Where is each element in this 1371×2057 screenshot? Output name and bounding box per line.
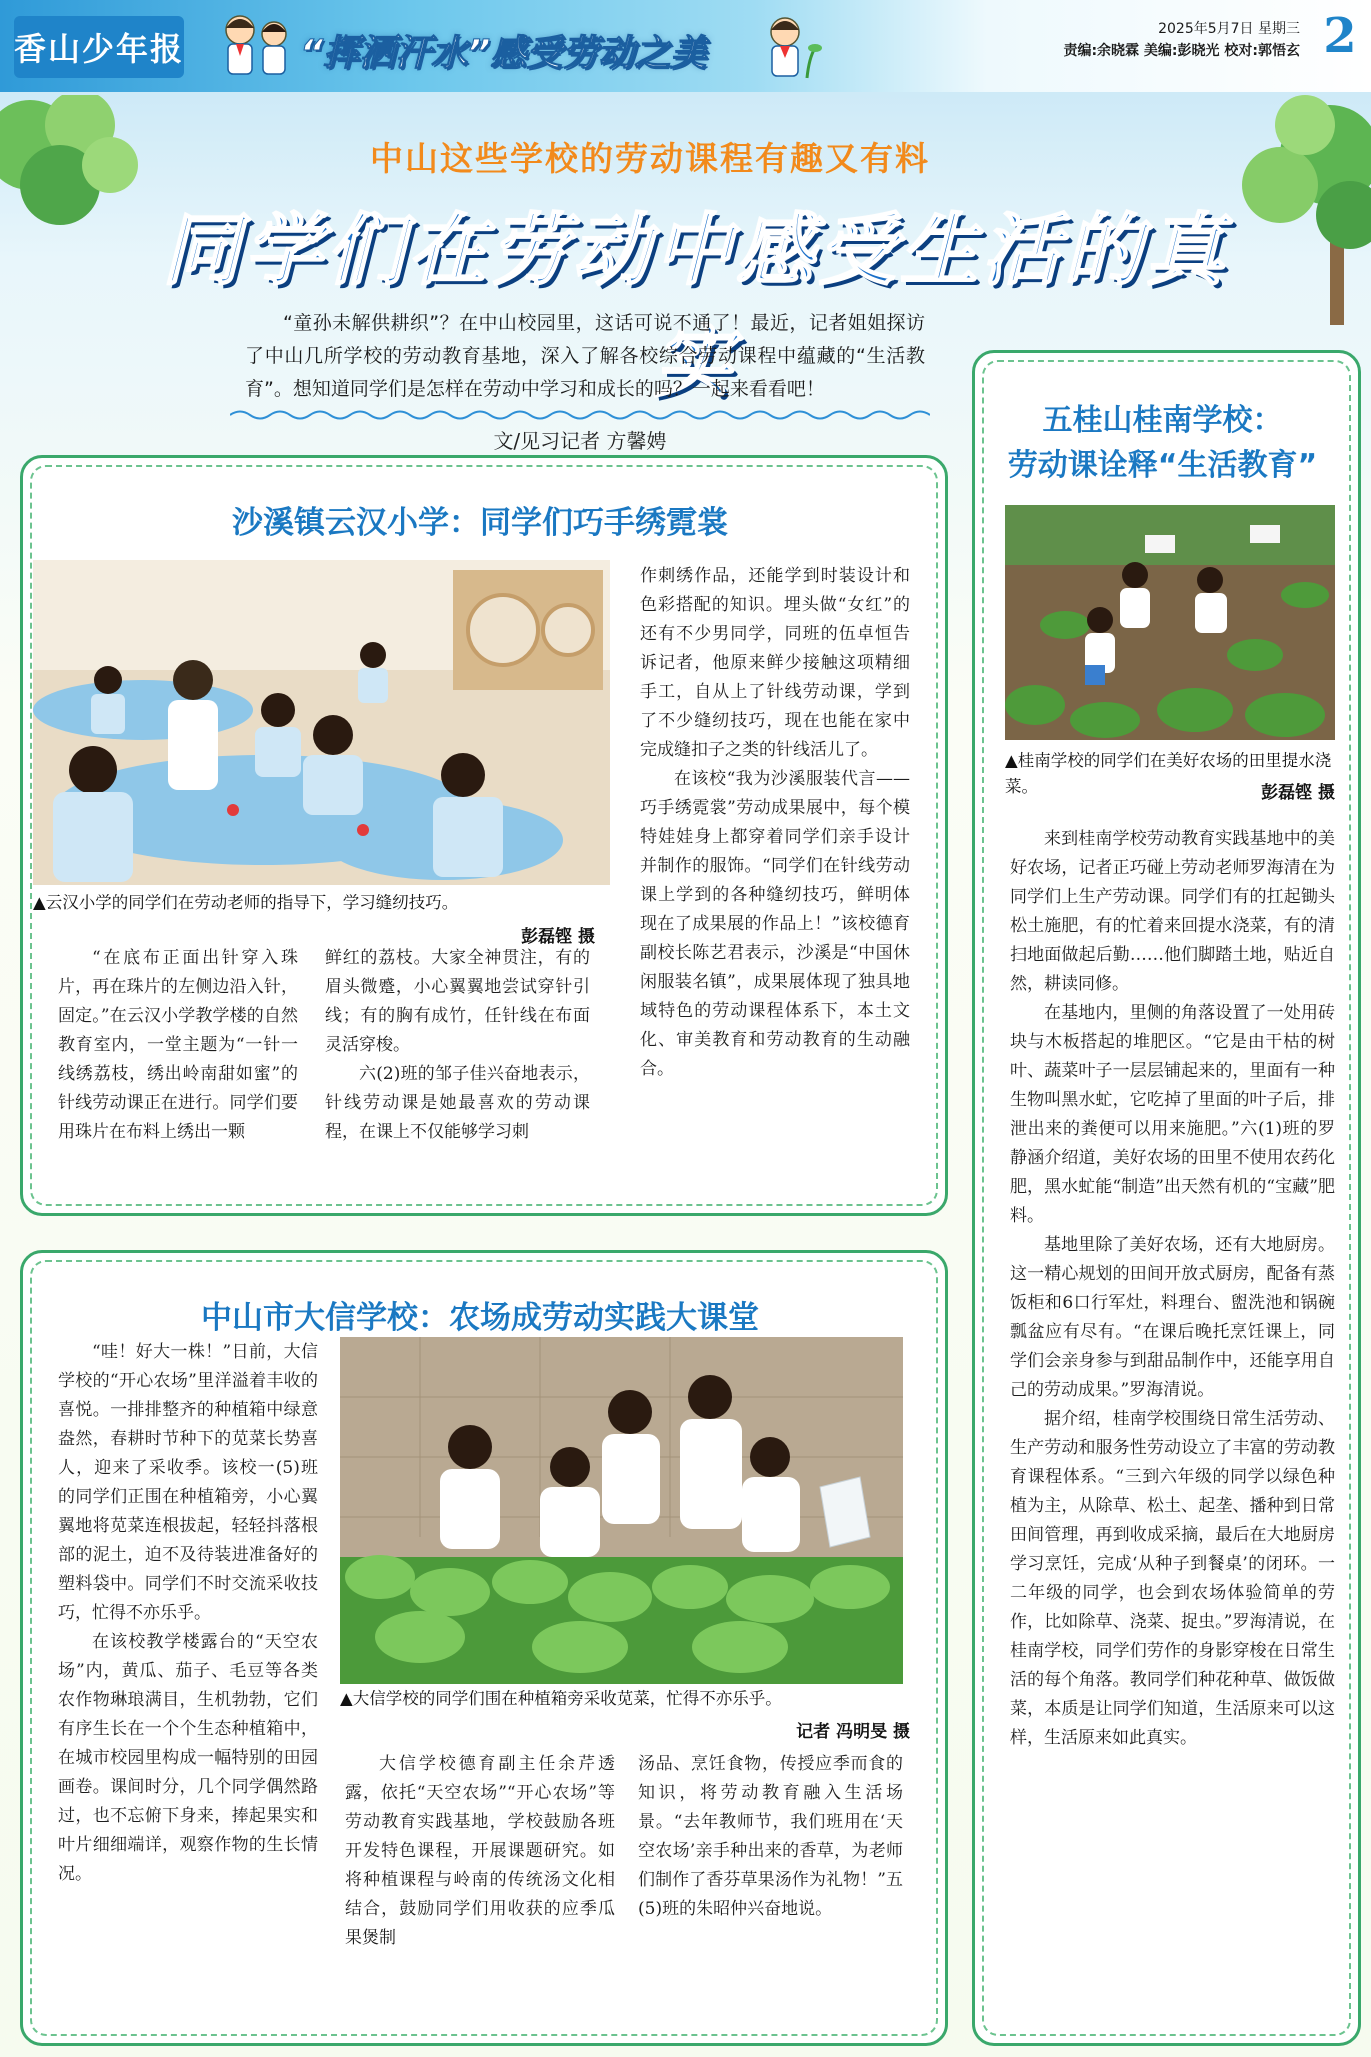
headline-kicker: 中山这些学校的劳动课程有趣又有料 xyxy=(370,139,930,178)
photo-field-credit: 彭磊铿 摄 xyxy=(1261,783,1335,803)
kids-illustration-icon xyxy=(210,8,300,88)
article-yunhan-col3 xyxy=(640,562,910,1084)
photo-field-caption: ▲桂南学校的同学们在美好农场的田里提水浇菜。 xyxy=(1005,751,1332,796)
photo-farm-credit: 记者 冯明旻 摄 xyxy=(796,1722,910,1742)
article-daxin-col3 xyxy=(638,1750,903,1924)
article-yunhan-col3-p2: 在该校“我为沙溪服装代言——巧手绣霓裳”劳动成果展中，每个模特娃娃身上都穿着同学们亲手设计并制作的服饰。“同学们在针线劳动课上学到的各种缝纫技巧，鲜明体现在了成果展的作品上！”该校德育副校长陈艺君表示，沙溪是“中国休闲服装名镇”，成果展体现了独具地域特色的劳动课程体系下，本土文化、审美教育和劳动教育的生动融合。 xyxy=(640,769,910,1079)
photo-farm-harvest xyxy=(340,1337,903,1684)
article-yunhan-col2 xyxy=(325,944,590,1147)
article-daxin-col3-text: 汤品、烹饪食物，传授应季而食的知识，将劳动教育融入生活场景。“去年教师节，我们班用在‘天空农场’亲手种出来的香草，为老师们制作了香芬草果汤作为礼物！”五(5)班的朱昭仲兴奋地说。 xyxy=(638,1754,903,1919)
article-guinan-body xyxy=(1010,825,1335,1753)
issue-date: 2025年5月7日 星期三 xyxy=(1158,21,1300,37)
photo-sewing-credit: 彭磊铿 摄 xyxy=(521,927,595,947)
article-guinan-title-line2: 劳动课诠释“生活教育” xyxy=(1007,448,1318,483)
photo-sewing-caption: ▲云汉小学的同学们在劳动老师的指导下，学习缝纫技巧。 xyxy=(33,893,459,912)
wavy-divider xyxy=(230,408,930,422)
page-headline: 同学们在劳动中感受生活的真实 xyxy=(161,206,1228,408)
byline: 文/见习记者 方馨娉 xyxy=(493,429,667,453)
article-daxin-col1-p1: “哇！好大一株！”日前，大信学校的“开心农场”里洋溢着丰收的喜悦。一排排整齐的种植箱中绿意盎然，春耕时节种下的苋菜长势喜人，迎来了采收季。该校一(5)班的同学们正围在种植箱旁，小心翼翼地将苋菜连根拔起，轻轻抖落根部的泥土，迫不及待装进准备好的塑料袋中。同学们不时交流采收技巧，忙得不亦乐乎。 xyxy=(58,1342,318,1623)
photo-farm-caption: ▲大信学校的同学们围在种植箱旁采收苋菜，忙得不亦乐乎。 xyxy=(340,1689,782,1708)
article-yunhan-col1-text: “在底布正面出针穿入珠片，再在珠片的左侧边沿入针，固定。”在云汉小学教学楼的自然教育室内，一堂主题为“一针一线绣荔枝，绣出岭南甜如蜜”的针线劳动课正在进行。同学们要用珠片在布料上绣出一颗 xyxy=(58,948,298,1142)
article-daxin-col1 xyxy=(58,1338,318,1889)
photo-sewing-class xyxy=(33,560,610,885)
article-yunhan-col1 xyxy=(58,944,298,1147)
article-daxin-title: 中山市大信学校：农场成劳动实践大课堂 xyxy=(201,1300,759,1336)
article-guinan-p1: 来到桂南学校劳动教育实践基地中的美好农场，记者正巧碰上劳动老师罗海清在为同学们上生产劳动课。同学们有的扛起锄头松土施肥，有的忙着来回提水浇菜，有的清扫地面做起后勤……他们脚踏土地，贴近自然，耕读同修。 xyxy=(1010,829,1335,994)
editor-credits: 责编:余晓霖 美编:彭晓光 校对:郭悟玄 xyxy=(1063,43,1300,59)
article-daxin-col1-p2: 在该校教学楼露台的“天空农场”内，黄瓜、茄子、毛豆等各类农作物琳琅满目，生机勃勃，它们有序生长在一个个生态种植箱中，在城市校园里构成一幅特别的田园画卷。课间时分，几个同学偶然路过，也不忘俯下身来，捧起果实和叶片细细端详，观察作物的生长情况。 xyxy=(58,1632,318,1884)
article-yunhan-col2-p2: 六(2)班的邹子佳兴奋地表示，针线劳动课是她最喜欢的劳动课程，在课上不仅能够学习刺 xyxy=(325,1064,590,1142)
tree-left-icon xyxy=(0,95,150,295)
article-daxin-col2-text: 大信学校德育副主任余芹透露，依托“天空农场”“开心农场”等劳动教育实践基地，学校鼓励各班开发特色课程，开展课题研究。如将种植课程与岭南的传统汤文化相结合，鼓励同学们用收获的应季瓜果煲制 xyxy=(345,1754,615,1948)
page-number: 2 xyxy=(1323,8,1357,64)
article-guinan-title-line1: 五桂山桂南学校： xyxy=(1042,403,1283,438)
kid-with-plant-icon xyxy=(745,8,825,88)
masthead-logo: 香山少年报 xyxy=(14,16,184,78)
article-yunhan-col3-p1: 作刺绣作品，还能学到时装设计和色彩搭配的知识。埋头做“女红”的还有不少男同学，同班的伍卓恒告诉记者，他原来鲜少接触这项精细手工，自从上了针线劳动课，学到了不少缝纫技巧，现在也能在家中完成缝扣子之类的针线活儿了。 xyxy=(640,566,910,760)
article-yunhan-title: 沙溪镇云汉小学：同学们巧手绣霓裳 xyxy=(232,505,728,541)
article-guinan-p4: 据介绍，桂南学校围绕日常生活劳动、生产劳动和服务性劳动设立了丰富的劳动教育课程体系。“三到六年级的同学以绿色种植为主，从除草、松土、起垄、播种到日常田间管理，再到收成采摘，最后在大地厨房学习烹饪，完成‘从种子到餐桌’的闭环。一二年级的同学，也会到农场体验简单的劳作，比如除草、浇菜、捉虫。”罗海清说，在桂南学校，同学们劳作的身影穿梭在日常生活的每个角落。教同学们种花种草、做饭做菜，本质是让同学们知道，生活原来可以这样，生活原来如此真实。 xyxy=(1010,1409,1335,1748)
article-yunhan-col2-p1: 鲜红的荔枝。大家全神贯注，有的眉头微蹙，小心翼翼地尝试穿针引线；有的胸有成竹，任针线在布面灵活穿梭。 xyxy=(325,948,590,1055)
intro-paragraph: “童孙未解供耕织”？在中山校园里，这话可说不通了！最近，记者姐姐探访了中山几所学校的劳动教育基地，深入了解各校综合劳动课程中蕴藏的“生活教育”。想知道同学们是怎样在劳动中学习和成长的吗？一起来看看吧！ xyxy=(245,312,925,400)
article-guinan-p3: 基地里除了美好农场，还有大地厨房。这一精心规划的田间开放式厨房，配备有蒸饭柜和6口行军灶，料理台、盥洗池和锅碗瓢盆应有尽有。“在课后晚托烹饪课上，同学们会亲身参与到甜品制作中，还能享用自己的劳动成果。”罗海清说。 xyxy=(1010,1235,1335,1400)
photo-field-watering xyxy=(1005,505,1335,740)
article-guinan-p2: 在基地内，里侧的角落设置了一处用砖块与木板搭起的堆肥区。“它是由干枯的树叶、蔬菜叶子一层层铺起来的，里面有一种生物叫黑水虻，它吃掉了里面的叶子后，排泄出来的粪便可以用来施肥。”六(1)班的罗静涵介绍道，美好农场的田里不使用农药化肥，黑水虻能“制造”出天然有机的“宝藏”肥料。 xyxy=(1010,1003,1335,1226)
article-daxin-col2 xyxy=(345,1750,615,1953)
banner-slogan: “挥洒汗水”感受劳动之美 xyxy=(300,32,707,74)
